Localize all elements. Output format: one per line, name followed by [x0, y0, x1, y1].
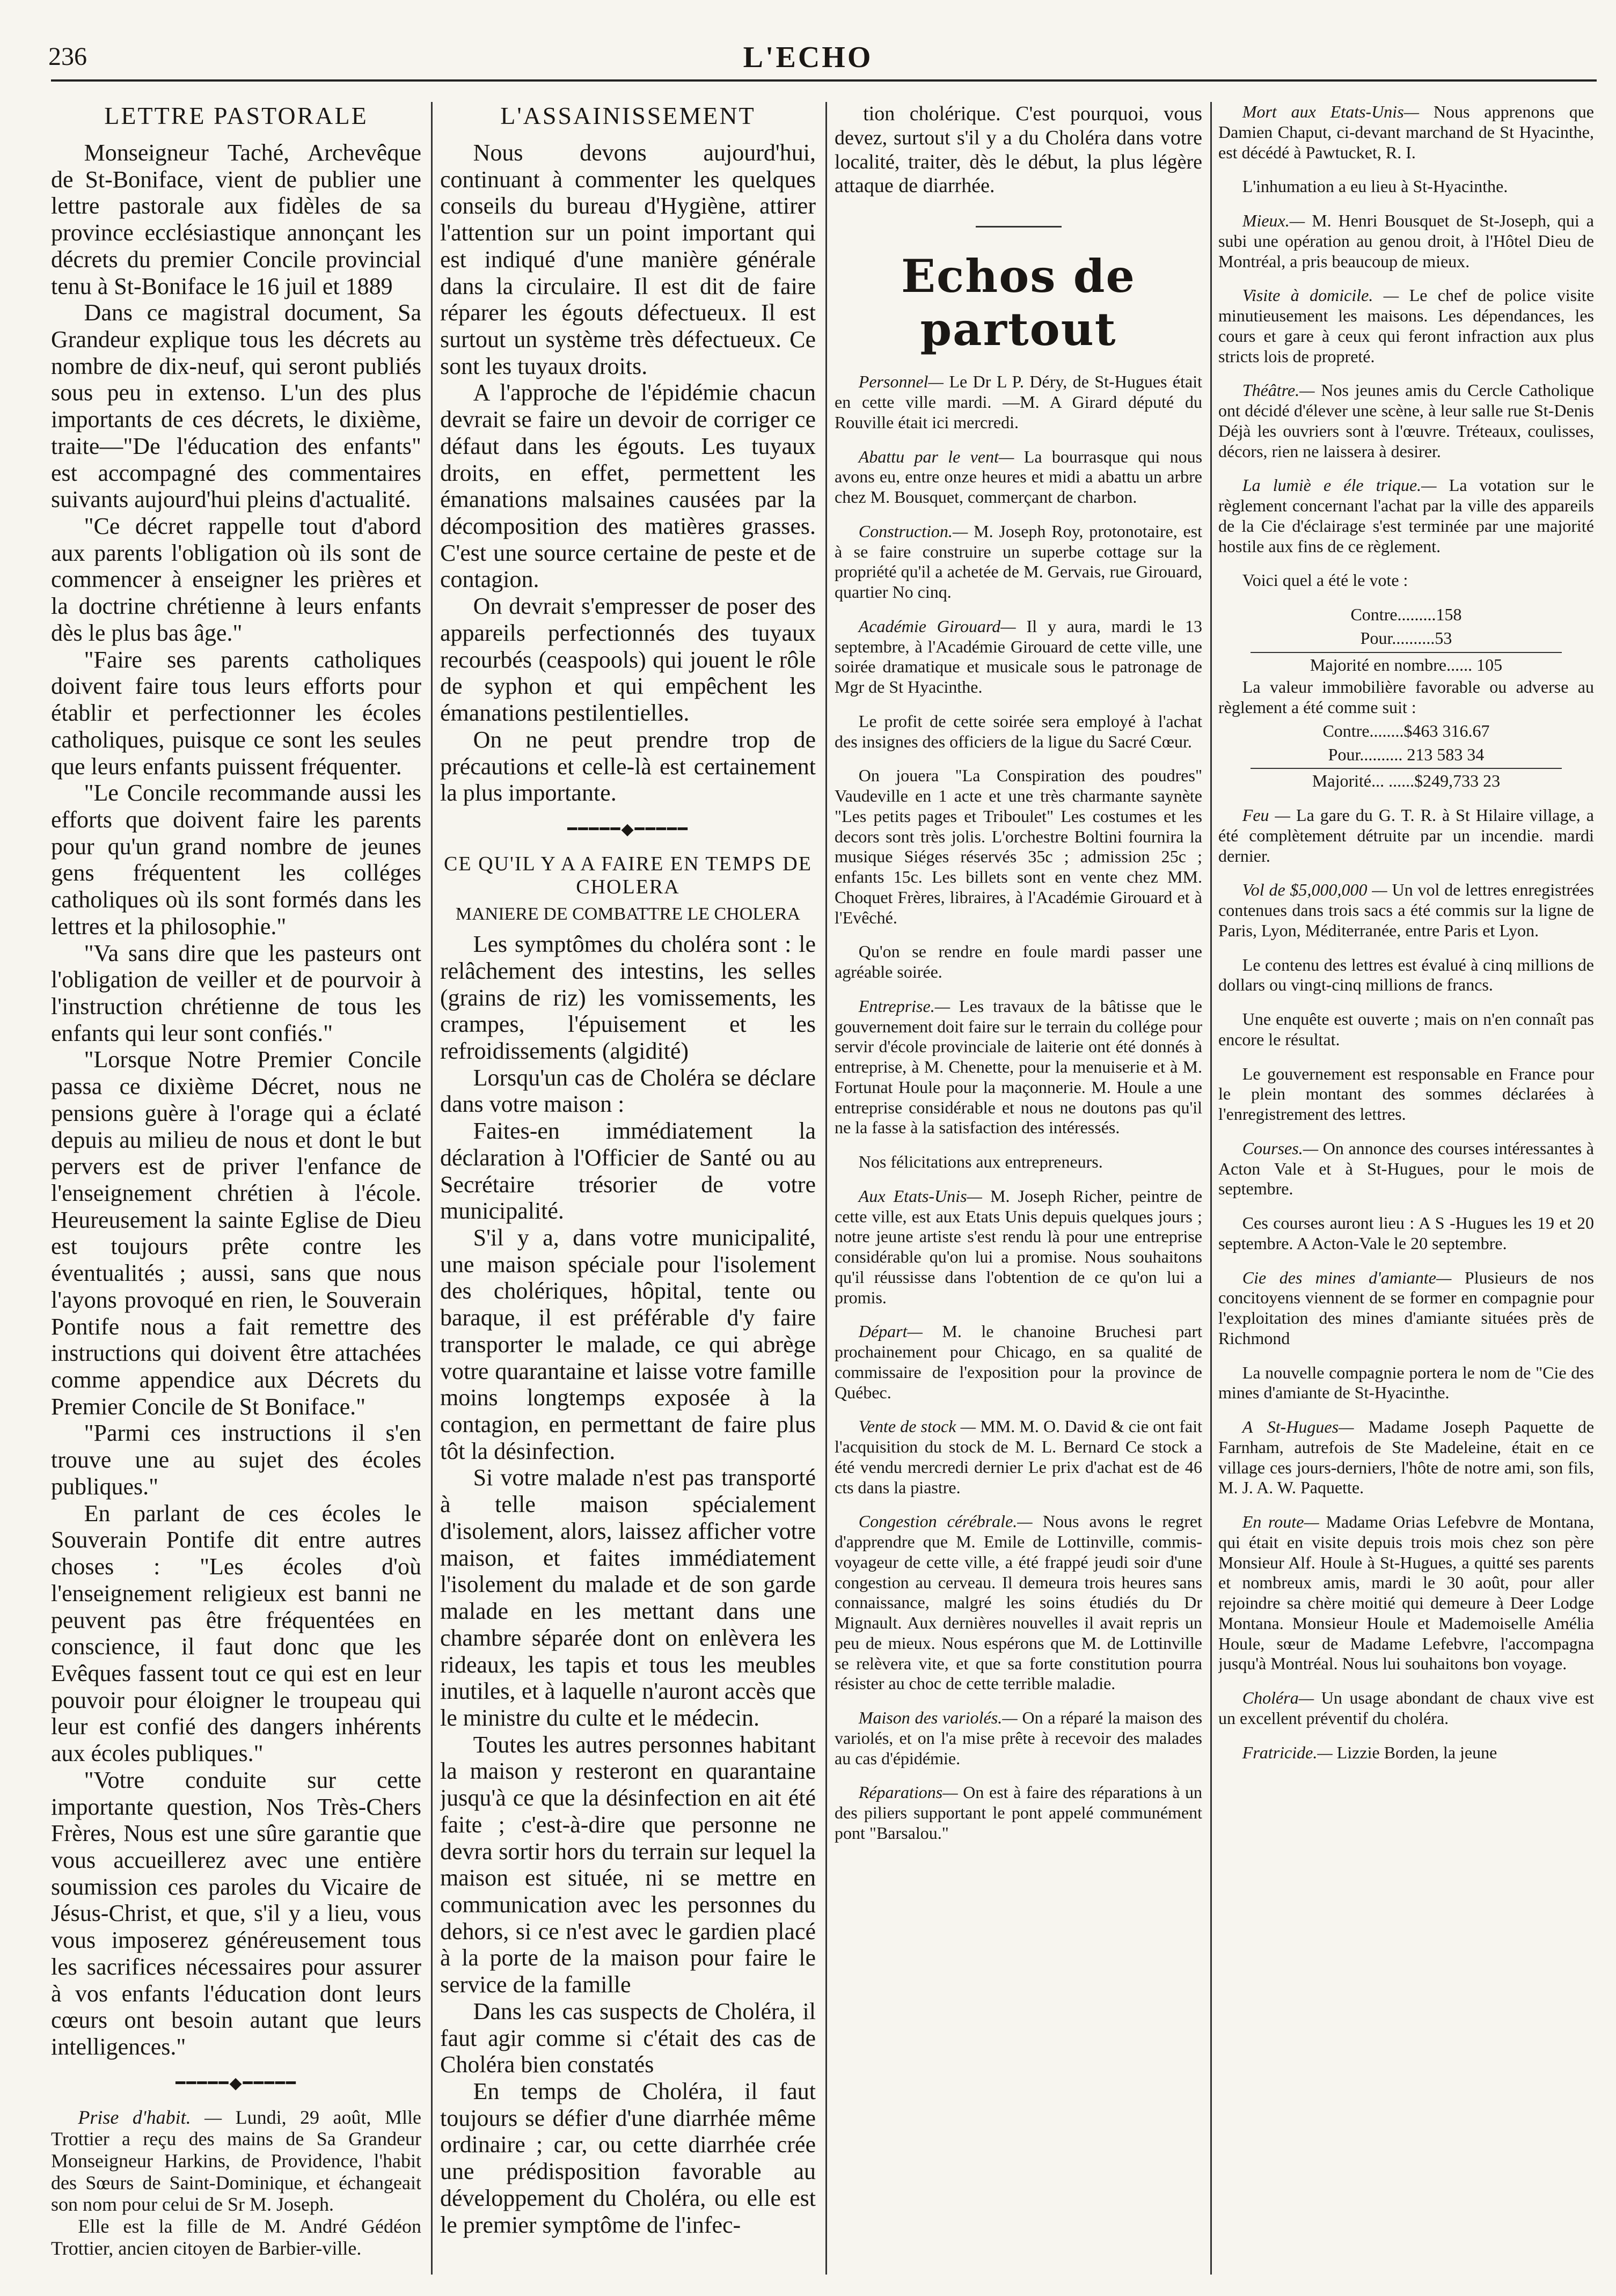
news-item-text: Nous apprenons que Damien Chaput, ci-devant marchand de St Hyacinthe, est décédé à Pawtucket, R. I. — [1218, 102, 1594, 162]
news-item-text: M. le chanoine Bruchesi part prochainement pour Chicago, en sa qualité de commissaire de l'exposition pour la province de Québec. — [835, 1322, 1202, 1402]
news-item-lede: Mort aux Etats-Unis— — [1242, 102, 1420, 121]
news-item-lede: Abattu par le vent— — [858, 446, 1014, 466]
news-item — [1218, 1009, 1594, 1050]
news-item — [51, 2107, 421, 2216]
news-item-lede: Vente de stock — — [858, 1417, 976, 1436]
vote-line: Contre.........158 — [1350, 605, 1462, 624]
news-item-lede: Feu — — [1242, 805, 1291, 825]
news-item: La valeur immobilière favorable ou adverse au règlement a été comme suit : — [1218, 677, 1594, 717]
news-item — [1218, 1512, 1594, 1674]
news-item — [1218, 955, 1594, 996]
news-item-lede: Courses.— — [1242, 1138, 1319, 1158]
vote-line: Contre........$463 316.67 — [1322, 721, 1490, 740]
news-item-text: L'inhumation a eu lieu à St-Hyacinthe. — [1242, 177, 1508, 196]
news-item-text: On jouera "La Conspiration des poudres" Vaudeville en 1 acte et une très charmante saynète "Les petits pages et Triboulet" Les costumes et les decors sont très jolis. L'orchestre Boltini fournira la musique Siéges réservés 35c ; admission 25c ; enfants 15c. Les billets sont en vente chez MM. Choquet Frères, libraires, à l'Académie Girouard et à l'Evêché. — [835, 766, 1202, 927]
paragraph: On devrait s'empresser de poser des appareils perfectionnés des tuyaux recourbés (ceaspools) qui jouent le rôle de syphon et qui empêchent les émanations pestilentielles. — [440, 593, 816, 727]
news-items — [1218, 805, 1594, 1763]
paragraph: En temps de Choléra, il faut toujours se défier d'une diarrhée même ordinaire ; car, ou cette diarrhée crée une prédisposition favorable au développement du Choléra, ou elle est le premier symptôme de l'infec- — [440, 2078, 816, 2238]
column-1 — [51, 102, 421, 2275]
news-item — [835, 1186, 1202, 1308]
news-item — [1218, 475, 1594, 556]
news-item-lede: Construction.— — [858, 521, 968, 541]
paragraph: Faites-en immédiatement la déclaration à l'Officier de Santé ou au Secrétaire trésorier de votre municipalité. — [440, 1118, 816, 1224]
news-item-lede: Visite à domicile. — — [1242, 285, 1399, 305]
paragraph: "Parmi ces instructions il s'en trouve une au sujet des écoles publiques." — [51, 1420, 421, 1500]
news-item-text: Lundi, 29 août, Mlle Trottier a reçu des mains de Sa Grandeur Monseigneur Harkins, de Providence, l'habit des Sœurs de Saint-Dominique, et échangeait son nom pour celui de Sr M. Joseph. — [51, 2106, 421, 2216]
paragraph: "Lorsque Notre Premier Concile passa ce dixième Décret, nous ne pensions guère à l'orage qui a éclaté depuis au milieu de nous et dont le but pervers est de priver l'enfance de l'enseignement chrétien à l'école. Heureusement la sainte Eglise de Dieu est toujours prête contre les éventualités ; aussi, sans que nous l'ayons provoqué en rien, le Souverain Pontife nous a fait remettre des instructions qui doivent être attachées comme appendice aux Décrets du Premier Concile de St Boniface." — [51, 1046, 421, 1420]
news-item-text: On a réparé la maison des variolés, et on l'a mise prête à recevoir des malades au cas d'épidémie. — [835, 1708, 1202, 1768]
news-item-text: Plusieurs de nos concitoyens viennent de se former en compagnie pour l'exploitation des mines d'amiante situées près de Richmond — [1218, 1267, 1594, 1348]
paragraph: Nous devons aujourd'hui, continuant à commenter les quelques conseils du bureau d'Hygiène, attirer l'attention sur un point important qui est indiqué d'une manière générale dans la circulaire. Il est dit de faire réparer les égouts défectueux. Il est surtout un système très défectueux. Ce sont les tuyaux droits. — [440, 139, 816, 379]
paragraph: En parlant de ces écoles le Souverain Pontife dit entre autres choses : "Les écoles d'où l'enseignement religieux est banni ne peuvent pas être fréquentées en conscience, il faut donc que les Evêques fassent tout ce qui est en leur pouvoir pour éloigner le troupeau qui leur est confié des dangers inhérents aux écoles publiques." — [51, 1500, 421, 1767]
news-item — [1218, 285, 1594, 366]
section-heading: Echos de partout — [901, 250, 1136, 356]
ornament-divider: ━━━━━◆━━━━━ — [567, 820, 689, 838]
news-item-text: Lizzie Borden, la jeune — [1336, 1742, 1497, 1762]
news-item-lede: Vol de $5,000,000 — — [1242, 880, 1387, 900]
news-item — [835, 711, 1202, 752]
paragraph: "Va sans dire que les pasteurs ont l'obligation de veiller et de pourvoir à l'instruction chrétienne de tous les enfants qui leur sont confiés." — [51, 940, 421, 1046]
journal-title: L'ECHO — [743, 41, 873, 74]
news-item-text: La votation sur le règlement concernant l'achat par la ville des appareils de la Cie d'éclairage s'est terminée par une majorité hostile aux fins de ce règlement. — [1218, 475, 1594, 556]
news-item-text: Le gouvernement est responsable en France pour le plein montant des sommes déclarées à l'enregistrement des lettres. — [1218, 1063, 1594, 1124]
news-item-text: Le profit de cette soirée sera employé à l'achat des insignes des officiers de la ligue du Sacré Cœur. — [835, 711, 1202, 751]
news-item — [835, 447, 1202, 508]
vote-total: Majorité en nombre...... 105 — [1251, 652, 1562, 676]
news-item-text: Il y aura, mardi le 13 septembre, à l'Académie Girouard de cette ville, une soirée dramatique et musicale sous le patronage de Mgr de St Hyacinthe. — [835, 616, 1202, 697]
ornament-divider: ━━━━━◆━━━━━ — [176, 2074, 297, 2092]
news-item-text: Nos jeunes amis du Cercle Catholique ont décidé d'élever une scène, à leur salle rue St-Denis Déjà les ouvriers sont à l'œuvre. Tréteaux, coulisses, décors, rien ne laissera à desirer. — [1218, 380, 1594, 461]
news-item-lede: Aux Etats-Unis— — [858, 1186, 982, 1206]
news-item — [835, 1417, 1202, 1498]
news-item — [1218, 880, 1594, 941]
paragraph: Toutes les autres personnes habitant la maison y resteront en quarantaine jusqu'à ce que la désinfection en ait été faite ; c'est-à-dire que personne ne devra sortir hors du terrain sur lequel la maison est située, ni se mettre en communication avec les personnes du dehors, si ce n'est avec le gardien placé à la porte de la maison pour faire le service de la famille — [440, 1731, 816, 1998]
news-item-text: Madame Joseph Paquette de Farnham, autrefois de Ste Madeleine, était en ce village ces jours-derniers, l'hôte de notre ami, son fils, M. J. A. W. Paquette. — [1218, 1417, 1594, 1498]
article-continuation: tion cholérique. C'est pourquoi, vous devez, surtout s'il y a du Choléra dans votre localité, traiter, dès le début, la plus légère attaque de diarrhée. — [835, 102, 1202, 197]
paragraph: Les symptômes du choléra sont : le relâchement des intestins, les selles (grains de riz) les vomissements, les crampes, l'épuisement et les refroidissements (algidité) — [440, 931, 816, 1064]
news-item — [835, 1782, 1202, 1843]
news-item-text: M. Joseph Richer, peintre de cette ville, est aux Etats Unis depuis quelques jours ; notre jeune artiste s'est rendu là pour une entreprise considérable qu'on lui a promise. Nous souhaitons qu'il réussisse dans l'obtention de ce qu'on lui a promis. — [835, 1186, 1202, 1307]
column-divider — [431, 102, 433, 2275]
news-item-lede: Mieux.— — [1242, 211, 1305, 230]
news-item-lede: Théâtre.— — [1242, 380, 1315, 400]
news-items — [835, 372, 1202, 1843]
news-item-lede: Maison des variolés.— — [858, 1708, 1018, 1728]
article-body — [51, 140, 421, 2060]
news-item-lede: Entreprise.— — [858, 996, 950, 1016]
news-item — [835, 372, 1202, 432]
news-item — [835, 996, 1202, 1138]
news-item-text: Une enquête est ouverte ; mais on n'en connaît pas encore le résultat. — [1218, 1009, 1594, 1049]
column-divider — [1210, 102, 1212, 2275]
news-item-lede: Congestion cérébrale.— — [858, 1512, 1033, 1531]
column-2 — [440, 102, 816, 2275]
paragraph: "Faire ses parents catholiques doivent faire tous leurs efforts pour établir et perfectionner les écoles catholiques, puisque ce sont les seules que leurs enfants puissent fréquenter. — [51, 646, 421, 780]
news-item-text: Nos félicitations aux entrepreneurs. — [858, 1152, 1103, 1172]
vote-total: Majorité... ......$249,733 23 — [1251, 768, 1562, 791]
news-item — [1218, 1213, 1594, 1254]
news-item-lede: A St-Hugues— — [1242, 1417, 1354, 1436]
article-body — [440, 931, 816, 2238]
column-divider — [825, 102, 827, 2275]
news-item-lede: Académie Girouard— — [858, 616, 1016, 636]
news-item-text: Qu'on se rendre en foule mardi passer une agréable soirée. — [835, 942, 1202, 982]
news-item-text: Ces courses auront lieu : A S -Hugues les 19 et 20 septembre. A Acton-Vale le 20 septembre. — [1218, 1213, 1594, 1253]
article-heading: LETTRE PASTORALE — [104, 102, 368, 129]
paragraph: Lorsqu'un cas de Choléra se déclare dans votre maison : — [440, 1064, 816, 1118]
news-item-lede: Départ— — [858, 1322, 923, 1341]
news-item-text: La nouvelle compagnie portera le nom de "Cie des mines d'amiante de St-Hyacinthe. — [1218, 1362, 1594, 1403]
news-item — [1218, 1139, 1594, 1199]
page-number: 236 — [48, 42, 87, 71]
article-body — [440, 140, 816, 806]
news-item-lede: Prise d'habit. — — [78, 2106, 222, 2128]
news-item — [1218, 1743, 1594, 1763]
page-header — [0, 0, 1616, 80]
paragraph: A l'approche de l'épidémie chacun devrait se faire un devoir de corriger ce défaut dans les égouts. Les tuyaux droits, en effet, permettent les émanations malsaines causées par la décomposition des matières grasses. C'est une source certaine de peste et de contagion. — [440, 379, 816, 593]
news-item — [1218, 1268, 1594, 1349]
news-item — [835, 1322, 1202, 1403]
news-item-text: M. Joseph Roy, protonotaire, est à se faire construire un superbe cottage sur la propriété qu'il a achetée de M. Gervais, rue Girouard, quartier No cinq. — [835, 521, 1202, 602]
news-item-text: Le Dr L P. Déry, de St-Hugues était en cette ville mardi. —M. A Girard député du Rouville était ici mercredi. — [835, 372, 1202, 432]
news-item — [835, 766, 1202, 928]
paragraph: Dans les cas suspects de Choléra, il faut agir comme si c'était des cas de Choléra bien constatés — [440, 1998, 816, 2078]
news-item — [1218, 805, 1594, 866]
news-item — [1218, 102, 1594, 163]
news-item-text: On annonce des courses intéressantes à Acton Vale et à St-Hugues, pour le mois de septembre. — [1218, 1138, 1594, 1199]
news-item — [1218, 1688, 1594, 1729]
vote-line: Pour.......... 213 583 34 — [1328, 744, 1485, 764]
news-item-text: Les travaux de la bâtisse que le gouvernement doit faire sur le terrain du collége pour servir d'école provinciale de laiterie ont été donnés à entreprise, à M. Chenette, pour la menuiserie et à M. Fortunat Houle pour la maçonnerie. M. Houle a une entreprise considérable et nous ne doutons pas qu'il ne la fasse à la satisfaction des intéressés. — [835, 996, 1202, 1138]
paragraph: Monseigneur Taché, Archevêque de St-Boniface, vient de publier une lettre pastorale aux fidèles de sa province ecclésiastique annonçant les décrets du premier Concile provincial tenu à St-Boniface le 16 juil et 1889 — [51, 139, 421, 299]
news-item-text: On est à faire des réparations à un des piliers supportant le pont appelé communément pont "Barsalou." — [835, 1782, 1202, 1843]
news-item-lede: Cie des mines d'amiante— — [1242, 1267, 1452, 1287]
news-item-text: Le chef de police visite minutieusement les maisons. Les dépendances, les cours et gare à ceux qui feront infraction aux plus stricts lois de propreté. — [1218, 285, 1594, 366]
news-item-lede: Choléra— — [1242, 1688, 1314, 1707]
news-item — [1218, 1417, 1594, 1498]
news-item — [1218, 177, 1594, 197]
news-item — [1218, 211, 1594, 272]
news-item-lede: Personnel— — [858, 372, 944, 392]
paragraph: Si votre malade n'est pas transporté à telle maison spécialement d'isolement, alors, laissez afficher votre maison, et faites immédiatement l'isolement du malade et de son garde malade en les mettant dans une chambre séparée dont on enlèvera les rideaux, les tapis et tous les meubles inutiles, et à laquelle n'auront accès que le ministre du culte et le médecin. — [440, 1464, 816, 1731]
news-item-text: Nous avons le regret d'apprendre que M. Emile de Lottinville, commis-voyageur de cette ville, a été frappé jeudi soir d'une congestion au cerveau. Il demeura trois heures sans connaissance, malgré les soins étudiés du Dr Mignault. Aux dernières nouvelles il avait repris un peu de mieux. Nous espérons que M. de Lottinville se relèvera vite, et que sa forte constitution pourra résister au choc de cette terrible maladie. — [835, 1512, 1202, 1693]
news-item — [1218, 380, 1594, 461]
news-item-text: Un vol de lettres enregistrées contenues dans trois sacs a été commis sur la ligne de Paris, Lyon, Méditerranée, entre Paris et Lyon. — [1218, 880, 1594, 940]
news-item: Elle est la fille de M. André Gédéon Trottier, ancien citoyen de Barbier-ville. — [51, 2215, 421, 2259]
news-item-text: Madame Orias Lefebvre de Montana, qui était en visite depuis trois mois chez son père Monsieur Alf. Houle à St-Hugues, a quitté ses parents et nombreux amis, mardi le 30 août, pour aller rejoindre sa chère moitié qui demeure à Deer Lodge Montana. Monsieur Houle et Mademoiselle Amélia Houle, sœur de Madame Lefebvre, l'accompagna jusqu'à Montréal. Nous lui souhaitons bon voyage. — [1218, 1512, 1594, 1674]
header-rule — [51, 79, 1597, 82]
news-item — [1218, 1064, 1594, 1125]
news-item-text: MM. M. O. David & cie ont fait l'acquisition du stock de M. L. Bernard Ce stock a été vendu mercredi dernier Le prix d'achat est de 46 cts dans la piastre. — [835, 1417, 1202, 1497]
short-rule — [835, 212, 1202, 232]
news-item — [835, 1708, 1202, 1769]
news-item-text: La bourrasque qui nous avons eu, entre onze heures et midi a abattu un arbre chez M. Bousquet, commerçant de charbon. — [835, 446, 1202, 507]
article-heading: CE QU'IL Y A A FAIRE EN TEMPS DE CHOLERA — [444, 852, 812, 898]
paragraph: "Votre conduite sur cette importante question, Nos Très-Chers Frères, Nous est une sûre garantie que vous accueillerez avec une entière soumission ces paroles du Vicaire de Jésus-Christ, et que, s'il y a lieu, vous vous imposerez généreusement tous les sacrifices nécessaires pour assurer à vos enfants l'éducation dont leurs cœurs ont besoin autant que leurs intelligences." — [51, 1766, 421, 2060]
paragraph: On ne peut prendre trop de précautions et celle-là est certainement la plus importante. — [440, 726, 816, 806]
news-item-text: M. Henri Bousquet de St-Joseph, qui a subi une opération au genou droit, à l'Hôtel Dieu de Montréal, a pris beaucoup de mieux. — [1218, 211, 1594, 271]
news-item-lede: Fratricide.— — [1242, 1742, 1333, 1762]
news-item-text: Le contenu des lettres est évalué à cinq millions de dollars ou vingt-cinq millions de francs. — [1218, 955, 1594, 995]
news-item-text: Un usage abondant de chaux vive est un excellent préventif du choléra. — [1218, 1688, 1594, 1728]
news-item — [1218, 1363, 1594, 1404]
article-heading: L'ASSAINISSEMENT — [500, 102, 756, 129]
news-item-text: La gare du G. T. R. à St Hilaire village, a été complètement détruite par un incendie. mardi dernier. — [1218, 805, 1594, 865]
column-4 — [1218, 102, 1594, 2275]
column-3 — [835, 102, 1202, 2275]
news-item-text: Voici quel a été le vote : — [1242, 570, 1408, 590]
news-items — [1218, 102, 1594, 591]
vote-line: Pour..........53 — [1360, 628, 1452, 648]
paragraph: "Le Concile recommande aussi les efforts que doivent faire les parents pour qu'un grand nombre de jeunes gens fréquentent les colléges catholiques où ils sont formés dans les lettres et la philosophie." — [51, 780, 421, 940]
paragraph: Dans ce magistral document, Sa Grandeur explique tous les décrets au nombre de dix-neuf, qui seront publiés sous peu in extenso. L'un des plus importants de ces décrets, le dixième, traite—"De l'éducation des enfants" est accompagné des commentaires suivants aujourd'hui pleins d'actualité. — [51, 299, 421, 513]
news-item-lede: La lumiè e éle trique.— — [1242, 475, 1437, 495]
news-item — [835, 1152, 1202, 1172]
news-item — [835, 942, 1202, 982]
news-item-lede: Réparations— — [858, 1782, 958, 1802]
news-item-lede: En route— — [1242, 1512, 1319, 1531]
paragraph: "Ce décret rappelle tout d'abord aux parents l'obligation où ils sont de commencer à enseigner les prières et la doctrine chrétienne à leurs enfants dès le plus bas âge." — [51, 513, 421, 646]
news-item — [835, 522, 1202, 603]
news-item — [835, 617, 1202, 698]
news-item — [1218, 570, 1594, 591]
news-item — [835, 1512, 1202, 1694]
article-subheading: MANIERE DE COMBATTRE LE CHOLERA — [455, 904, 801, 924]
paragraph: S'il y a, dans votre municipalité, une maison spéciale pour l'isolement des cholériques, hôpital, tente ou baraque, il est préférable d'y faire transporter le malade, ce qui abrège votre quarantaine et laisse votre famille moins longtemps exposée à la contagion, en permettant de faire plus tôt la désinfection. — [440, 1224, 816, 1464]
